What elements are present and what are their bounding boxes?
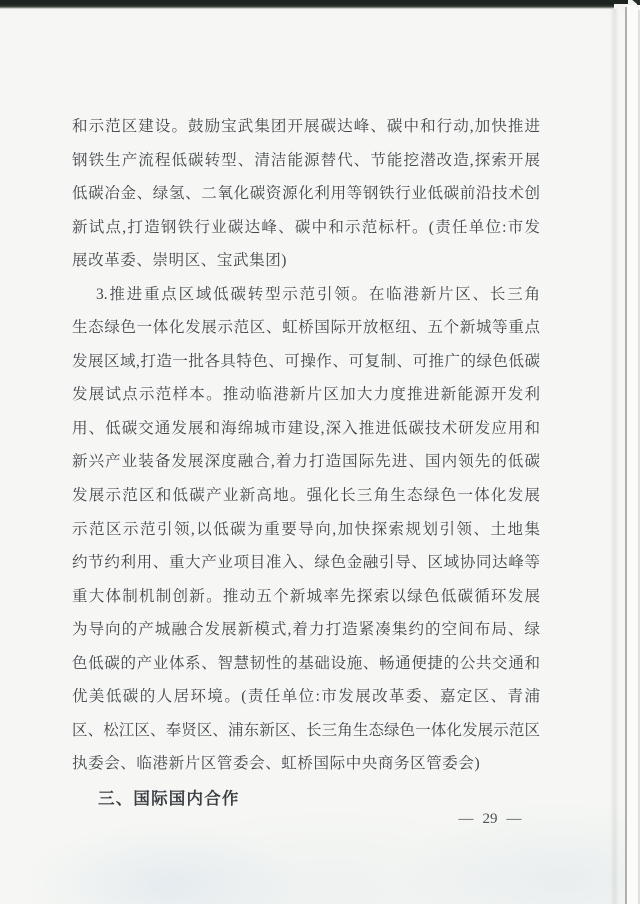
page-number-dash-right: — [506, 810, 522, 827]
body-text-line: 3.推进重点区域低碳转型示范引领。在临港新片区、长三角 [96, 285, 540, 303]
body-text-line: 为导向的产城融合发展新模式,着力打造紧凑集约的空间布局、绿 [72, 621, 540, 639]
body-text-line: 示范区示范引领,以低碳为重要导向,加快探索规划引领、土地集 [72, 520, 540, 538]
body-text-line: 新兴产业装备发展深度融合,着力打造国际先进、国内领先的低碳 [72, 453, 540, 471]
body-text-line: 钢铁生产流程低碳转型、清洁能源替代、节能挖潜改造,探索开展 [72, 151, 540, 169]
page-number [444, 808, 536, 830]
body-text-line: 执委会、临港新片区管委会、虹桥国际中央商务区管委会) [72, 755, 481, 773]
document-body [72, 110, 540, 816]
body-text-line: 新试点,打造钢铁行业碳达峰、碳中和示范标杆。(责任单位:市发 [72, 218, 540, 236]
body-text-line: 生态绿色一体化发展示范区、虹桥国际开放枢纽、五个新城等重点 [72, 319, 540, 337]
page-number-value: 29 [482, 810, 498, 827]
body-text-line: 重大体制机制创新。推动五个新城率先探索以绿色低碳循环发展 [72, 587, 540, 605]
body-text-line: 发展试点示范样本。推动临港新片区加大力度推进新能源开发利 [72, 386, 540, 404]
body-text-line: 发展区域,打造一批各具特色、可操作、可复制、可推广的绿色低碳 [72, 352, 540, 370]
scan-top-edge-dark [0, 0, 628, 4]
body-text-line: 区、松江区、奉贤区、浦东新区、长三角生态绿色一体化发展示范区 [72, 721, 540, 739]
body-text-line: 色低碳的产业体系、智慧韧性的基础设施、畅通便捷的公共交通和 [72, 654, 540, 672]
body-text-line: 约节约利用、重大产业项目准入、绿色金融引导、区域协同达峰等 [72, 554, 540, 572]
body-text-line: 用、低碳交通发展和海绵城市建设,深入推进低碳技术研发应用和 [72, 419, 540, 437]
page-number-dash-left: — [458, 810, 474, 827]
paper-fold-shadow [610, 9, 619, 904]
body-text-line: 和示范区建设。鼓励宝武集团开展碳达峰、碳中和行动,加快推进 [72, 118, 540, 135]
body-text-line: 低碳冶金、绿氢、二氧化碳资源化利用等钢铁行业低碳前沿技术创 [72, 185, 540, 203]
body-text-line: 展改革委、崇明区、宝武集团) [72, 252, 288, 270]
section-heading: 三、国际国内合作 [98, 789, 240, 808]
body-text-line: 优美低碳的人居环境。(责任单位:市发展改革委、嘉定区、青浦 [72, 688, 540, 706]
body-text-line: 发展示范区和低碳产业新高地。强化长三角生态绿色一体化发展 [72, 487, 540, 505]
